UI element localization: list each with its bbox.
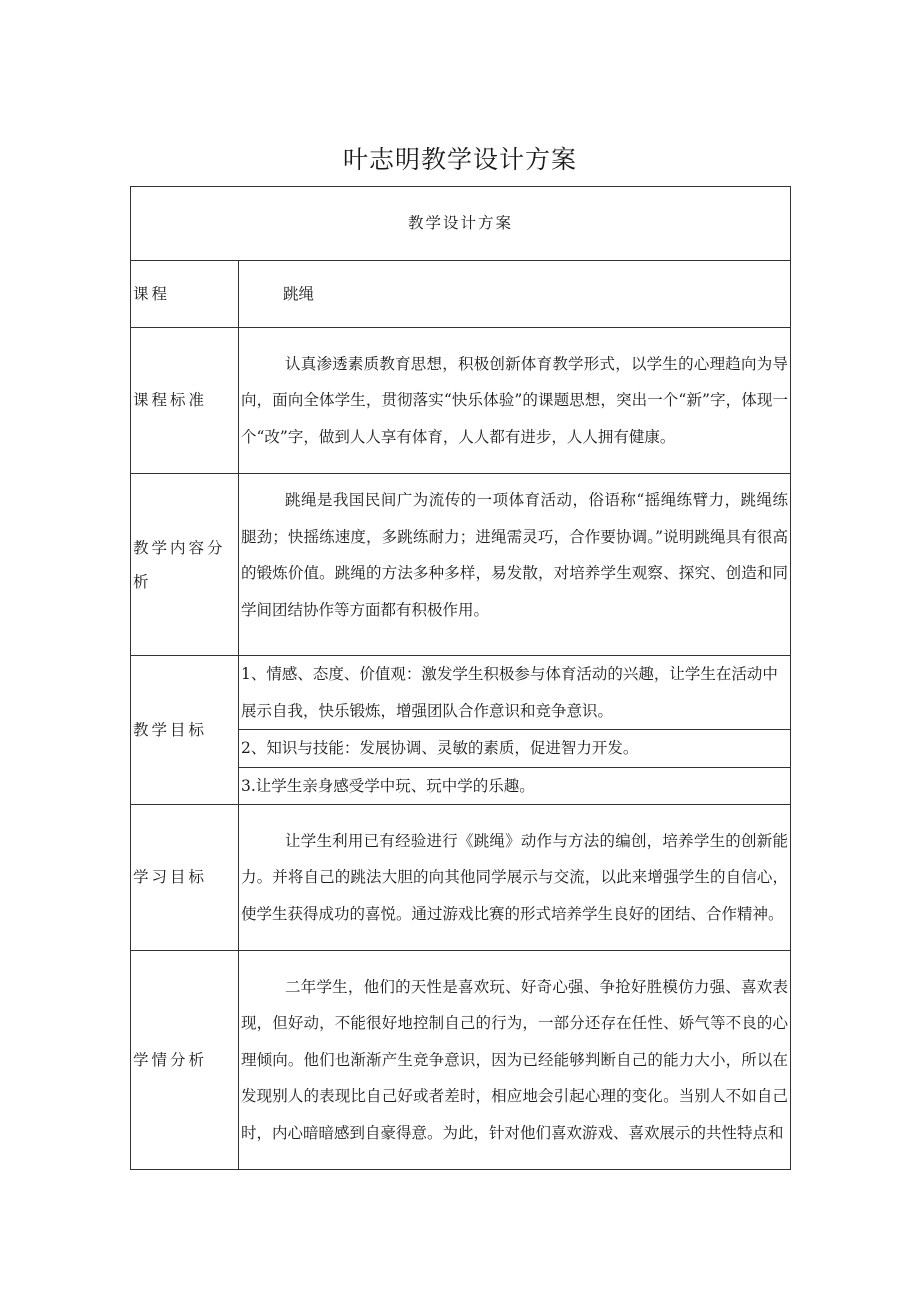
row-value-content: 跳绳是我国民间广为流传的一项体育活动，俗语称“摇绳练臂力，跳绳练腿劲；快摇练速度，多跳练耐力；进绳需灵巧，合作要协调。”说明跳绳具有很高的锻炼价值。跳绳的方法多种多样，易发散，对培养学生观察、探究、创造和同学间团结协作等方面都有积极作用。 <box>239 474 791 656</box>
row-value-analysis: 二年学生，他们的天性是喜欢玩、好奇心强、争抢好胜模仿力强、喜欢表现，但好动，不能很好地控制自己的行为，一部分还存在任性、娇气等不良的心理倾向。他们也渐渐产生竞争意识，因为已经能够判断自己的能力大小，所以在发现别人的表现比自己好或者差时，相应地会引起心理的变化。当别人不如自己时，内心暗暗感到自豪得意。为此，针对他们喜欢游戏、喜欢展示的共性特点和 <box>239 951 791 1170</box>
table-row-course <box>131 261 791 328</box>
table-row-content <box>131 474 791 656</box>
table-header-row <box>131 187 791 261</box>
document-title: 叶志明教学设计方案 <box>342 145 577 174</box>
table-row-standard <box>131 328 791 474</box>
lesson-plan-table <box>130 186 791 1170</box>
table-row-learning <box>131 805 791 951</box>
row-value-course: 跳绳 <box>239 261 791 328</box>
row-label-analysis: 学情分析 <box>131 951 239 1170</box>
goal-item-2: 2、知识与技能：发展协调、灵敏的素质，促进智力开发。 <box>239 730 791 768</box>
goal-item-1: 1、情感、态度、价值观：激发学生积极参与体育活动的兴趣，让学生在活动中展示自我，快乐锻炼，增强团队合作意识和竞争意识。 <box>239 656 791 730</box>
row-label-course: 课程 <box>131 261 239 328</box>
row-label-goals: 教学目标 <box>131 656 239 805</box>
row-value-standard: 认真渗透素质教育思想，积极创新体育教学形式，以学生的心理趋向为导向，面向全体学生，贯彻落实“快乐体验”的课题思想，突出一个“新”字，体现一个“改”字，做到人人享有体育，人人都有进步，人人拥有健康。 <box>239 328 791 474</box>
row-label-standard: 课程标准 <box>131 328 239 474</box>
table-row-goals-1 <box>131 656 791 730</box>
row-label-content: 教学内容分析 <box>131 474 239 656</box>
row-label-learning: 学习目标 <box>131 805 239 951</box>
goal-item-3: 3.让学生亲身感受学中玩、玩中学的乐趣。 <box>239 767 791 805</box>
table-row-analysis <box>131 951 791 1170</box>
row-value-learning: 让学生利用已有经验进行《跳绳》动作与方法的编创，培养学生的创新能力。并将自己的跳法大胆的向其他同学展示与交流，以此来增强学生的自信心，使学生获得成功的喜悦。通过游戏比赛的形式培养学生良好的团结、合作精神。 <box>239 805 791 951</box>
table-header: 教学设计方案 <box>131 187 791 261</box>
